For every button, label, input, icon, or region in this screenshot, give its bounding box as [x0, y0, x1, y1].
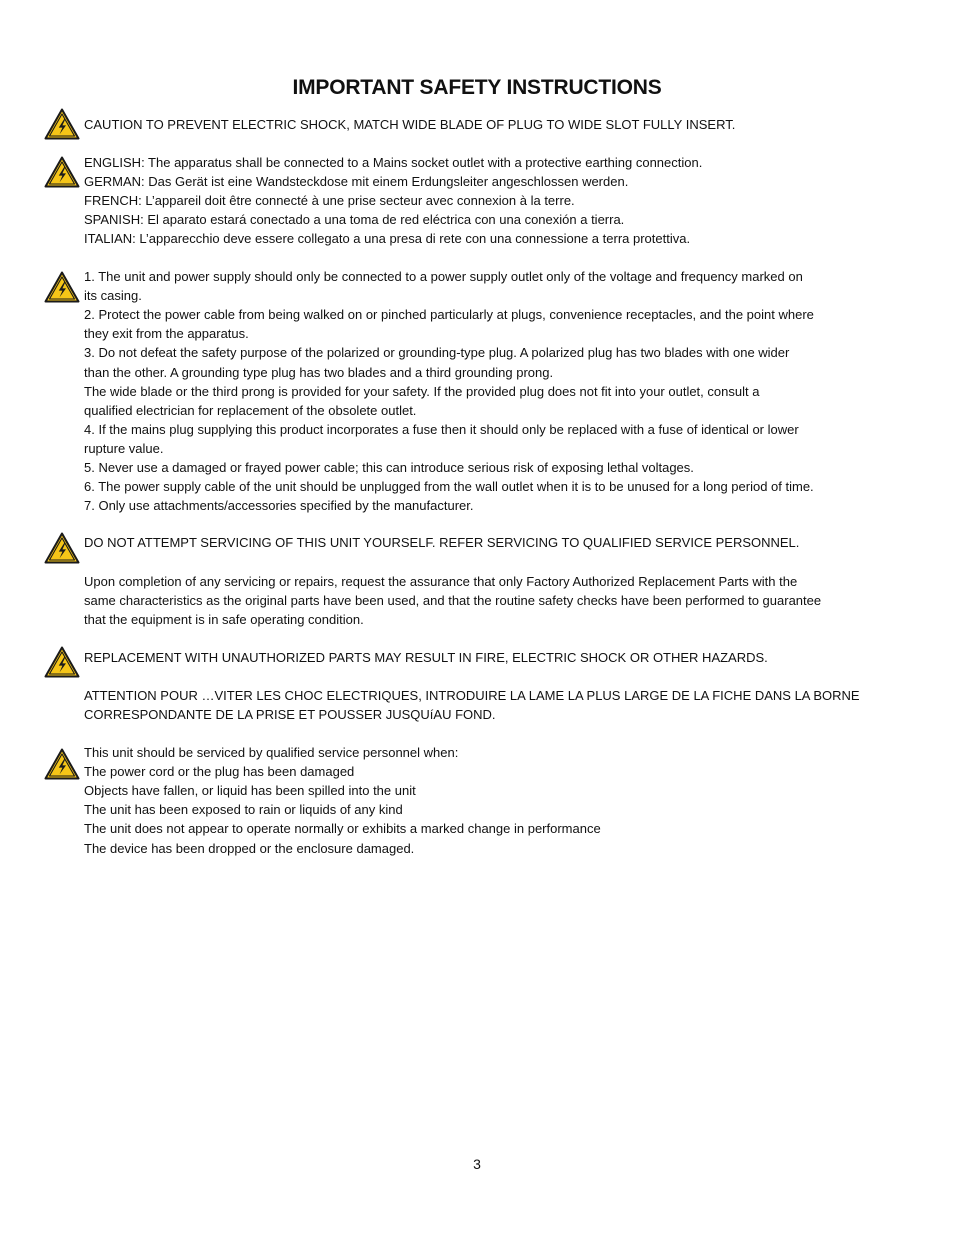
languages-text-line: FRENCH: L’appareil doit être connecté à une prise secteur avec connexion à la terre.: [84, 193, 575, 209]
service-when-text-line: The power cord or the plug has been damaged: [84, 764, 355, 780]
servicing-text-line: DO NOT ATTEMPT SERVICING OF THIS UNIT YOURSELF. REFER SERVICING TO QUALIFIED SERVICE PERSONNEL.: [84, 535, 800, 550]
electric-shock-warning-icon: [44, 748, 80, 780]
completion-text-line: Upon completion of any servicing or repairs, request the assurance that only Factory Authorized Replacement Parts with the: [84, 574, 798, 589]
numbered-text-line: than the other. A grounding type plug has two blades and a third grounding prong.: [84, 364, 554, 380]
languages-text-line: SPANISH: El aparato estará conectado a una toma de red eléctrica con una conexión a tierra.: [84, 212, 625, 228]
numbered-text-line: 2. Protect the power cable from being walked on or pinched particularly at plugs, convenience receptacles, and the point where: [84, 307, 814, 323]
completion-text-line: same characteristics as the original parts have been used, and that the routine safety checks have been performed to guarantee: [84, 593, 822, 609]
attention-text-line: CORRESPONDANTE DE LA PRISE ET POUSSER JUSQUíAU FOND.: [84, 707, 496, 723]
service-when-text-line: Objects have fallen, or liquid has been spilled into the unit: [84, 783, 416, 799]
numbered-text-line: 6. The power supply cable of the unit should be unplugged from the wall outlet when it is to be unused for a long period of time.: [84, 479, 814, 495]
languages-text-line: GERMAN: Das Gerät ist eine Wandsteckdose mit einem Erdungsleiter angeschlossen werden.: [84, 174, 629, 190]
electric-shock-warning-icon: [44, 271, 80, 303]
caution-text-line: CAUTION TO PREVENT ELECTRIC SHOCK, MATCH WIDE BLADE OF PLUG TO WIDE SLOT FULLY INSERT.: [84, 117, 736, 132]
numbered-text-line: its casing.: [84, 288, 142, 304]
electric-shock-warning-icon: [44, 532, 80, 564]
languages-text-line: ENGLISH: The apparatus shall be connected to a Mains socket outlet with a protective earthing connection.: [84, 155, 703, 170]
numbered-text-line: 7. Only use attachments/accessories specified by the manufacturer.: [84, 498, 474, 514]
numbered-text-line: 4. If the mains plug supplying this product incorporates a fuse then it should only be replaced with a fuse of identical or lower: [84, 421, 799, 437]
service-when-text-line: The device has been dropped or the enclosure damaged.: [84, 840, 415, 856]
languages-text-line: ITALIAN: L’apparecchio deve essere collegato a una presa di rete con una connessione a terra protettiva.: [84, 231, 691, 247]
electric-shock-warning-icon: [44, 646, 80, 678]
page-number: 3: [473, 1156, 481, 1172]
numbered-text-line: 1. The unit and power supply should only be connected to a power supply outlet only of the voltage and frequency marked on: [84, 269, 803, 284]
electric-shock-warning-icon: [44, 156, 80, 188]
replacement-text-line: REPLACEMENT WITH UNAUTHORIZED PARTS MAY RESULT IN FIRE, ELECTRIC SHOCK OR OTHER HAZARDS.: [84, 650, 768, 665]
completion-text-line: that the equipment is in safe operating condition.: [84, 612, 364, 628]
numbered-text-line: qualified electrician for replacement of the obsolete outlet.: [84, 402, 417, 418]
attention-text-line: ATTENTION POUR …VITER LES CHOC ELECTRIQUES, INTRODUIRE LA LAME LA PLUS LARGE DE LA FICHE DANS LA BORNE: [84, 688, 860, 703]
numbered-text-line: 5. Never use a damaged or frayed power cable; this can introduce serious risk of exposing lethal voltages.: [84, 460, 694, 475]
numbered-text-line: they exit from the apparatus.: [84, 326, 249, 342]
service-when-text-line: This unit should be serviced by qualified service personnel when:: [84, 745, 459, 760]
numbered-text-line: The wide blade or the third prong is provided for your safety. If the provided plug does not fit into your outlet, consult a: [84, 383, 760, 399]
numbered-text-line: rupture value.: [84, 440, 164, 456]
electric-shock-warning-icon: [44, 108, 80, 140]
page-title: IMPORTANT SAFETY INSTRUCTIONS: [292, 76, 662, 99]
numbered-text-line: 3. Do not defeat the safety purpose of the polarized or grounding-type plug. A polarized plug has two blades with one wider: [84, 345, 790, 361]
service-when-text-line: The unit has been exposed to rain or liquids of any kind: [84, 802, 403, 818]
service-when-text-line: The unit does not appear to operate normally or exhibits a marked change in performance: [84, 821, 601, 837]
